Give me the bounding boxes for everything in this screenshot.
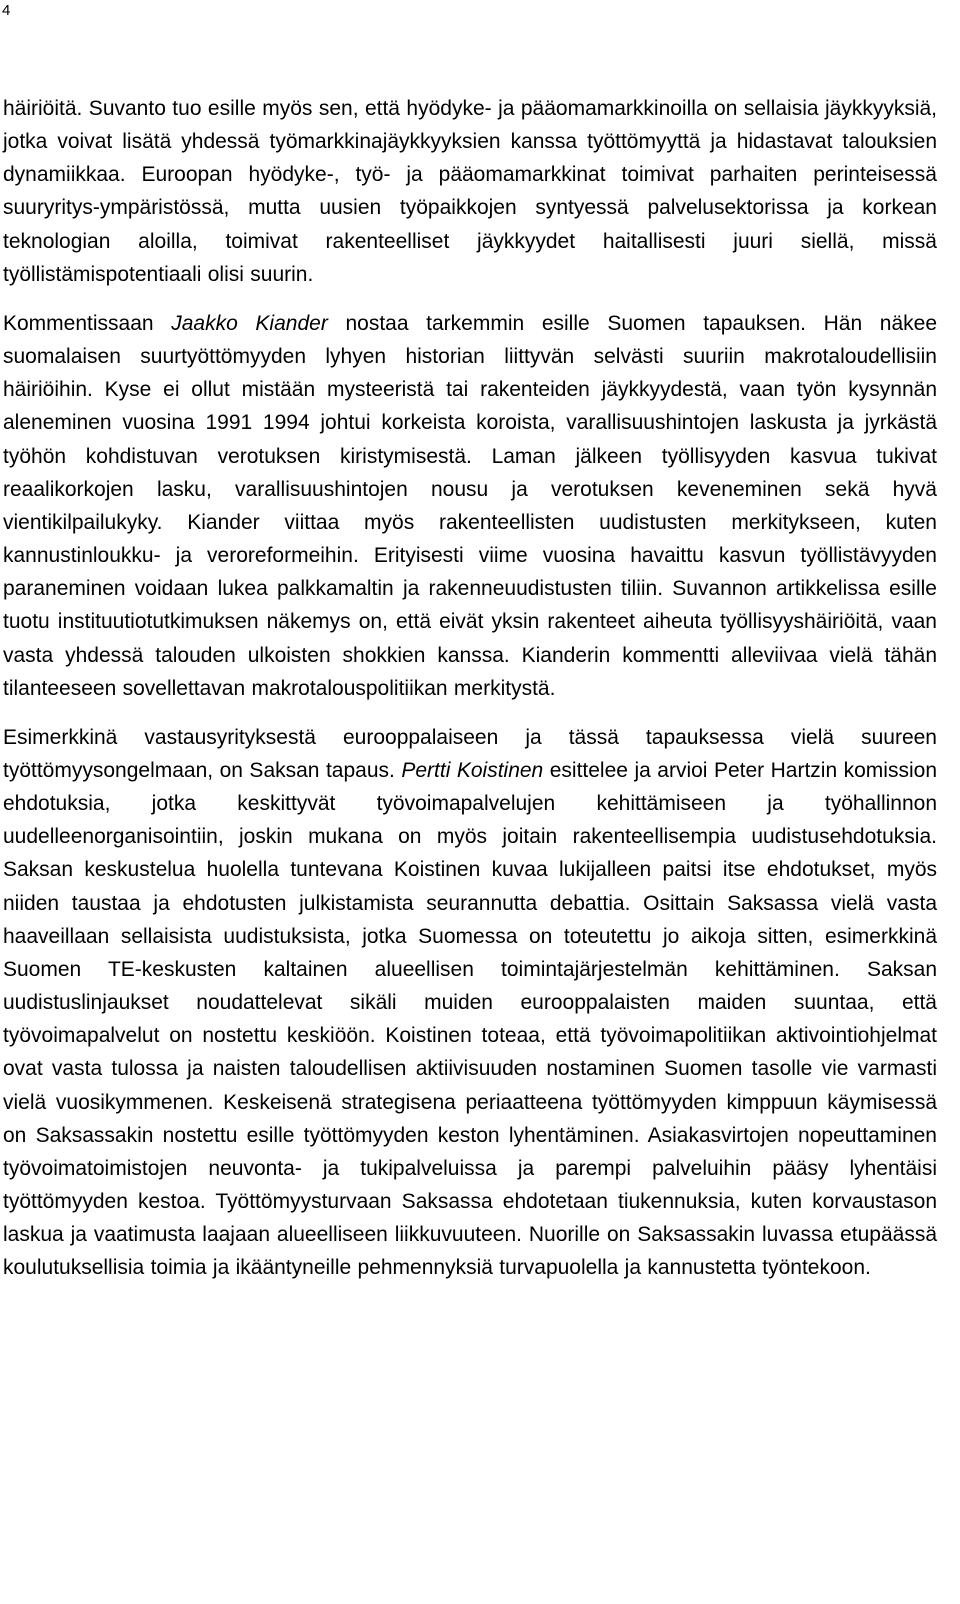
paragraph — [3, 307, 937, 705]
author-name: Pertti Koistinen — [401, 758, 544, 782]
text-run: Kommentissaan — [3, 311, 172, 335]
paragraph — [3, 721, 937, 1285]
text-run: häiriöitä. Suvanto tuo esille myös sen, että hyödyke- ja pääomamarkkinoilla on sellaisia jäykkyyksiä, jotka voivat lisätä yhdessä työmarkkinajäykkyyksien kanssa työttömyyttä ja hidastavat talouksien dynamiikkaa. Euroopan hyödyke-, työ- ja pääomamarkkinat toimivat parhaiten perinteisessä suuryritys-ympäristössä, mutta uusien työpaikkojen syntyessä palvelusektorissa ja korkean teknologian aloilla, toimivat rakenteelliset jäykkyydet haitallisesti juuri siellä, missä työllistämispotentiaali olisi suurin. — [3, 97, 937, 286]
page-number: 4 — [2, 2, 11, 19]
text-run: Esimerkkinä vastausyrityksestä eurooppalaiseen ja tässä tapauksessa vielä suureen työttömyysongelmaan, on Saksan tapaus. — [3, 725, 937, 782]
text-run: esittelee ja arvioi Peter Hartzin komission ehdotuksia, jotka keskittyvät työvoimapalvelujen kehittämiseen ja työhallinnon uudelleenorganisointiin, joskin mukana on myös joitain rakenteellisempia uudistusehdotuksia. Saksan keskustelua huolella tuntevana Koistinen kuvaa lukijalleen paitsi itse ehdotukset, myös niiden taustaa ja ehdotusten julkistamista seurannutta debattia. Osittain Saksassa vielä vasta haaveillaan sellaisista uudistuksista, jotka Suomessa on toteutettu jo aikoja sitten, esimerkkinä Suomen TE-keskusten kaltainen alueellisen toimintajärjestelmän kehittäminen. Saksan uudistuslinjaukset noudattelevat sikäli muiden eurooppalaisten maiden suuntaa, että työvoimapalvelut on nostettu keskiöön. Koistinen toteaa, että työvoimapolitiikan aktivointiohjelmat ovat vasta tulossa ja naisten taloudellisen aktiivisuuden nostaminen Suomen tasolle vie varmasti vielä vuosikymmenen. Keskeisenä strategisena periaatteena työttömyyden kimppuun käymisessä on Saksassakin nostettu esille työttömyyden keston lyhentäminen. Asiakasvirtojen nopeuttaminen työvoimatoimistojen neuvonta- ja tukipalveluissa ja parempi palveluihin pääsy lyhentäisi työttömyyden kestoa. Työttömyysturvaan Saksassa ehdotetaan tiukennuksia, kuten korvaustason laskua ja vaatimusta laajaan alueelliseen liikkuvuuteen. Nuorille on Saksassakin luvassa etupäässä koulutuksellisia toimia ja ikääntyneille pehmennyksiä turvapuolella ja kannustetta työntekoon. — [3, 758, 937, 1280]
paragraph — [3, 92, 937, 291]
document-body — [3, 92, 937, 1284]
text-run: nostaa tarkemmin esille Suomen tapauksen. Hän näkee suomalaisen suurtyöttömyyden lyhyen historian liittyvän selvästi suuriin makrotaloudellisiin häiriöihin. Kyse ei ollut mistään mysteeristä tai rakenteiden jäykkyydestä, vaan työn kysynnän aleneminen vuosina 1991 1994 johtui korkeista koroista, varallisuushintojen laskusta ja jyrkästä työhön kohdistuvan verotuksen kiristymisestä. Laman jälkeen työllisyyden kasvua tukivat reaalikorkojen lasku, varallisuushintojen nousu ja verotuksen keveneminen sekä hyvä vientikilpailukyky. Kiander viittaa myös rakenteellisten uudistusten merkitykseen, kuten kannustinloukku- ja veroreformeihin. Erityisesti viime vuosina havaittu kasvun työllistävyyden paraneminen voidaan lukea palkkamaltin ja rakenneuudistusten tiliin. Suvannon artikkelissa esille tuotu instituutiotutkimuksen näkemys on, että eivät yksin rakenteet aiheuta työllisyyshäiriöitä, vaan vasta yhdessä talouden ulkoisten shokkien kanssa. Kianderin kommentti alleviivaa vielä tähän tilanteeseen sovellettavan makrotalouspolitiikan merkitystä. — [3, 311, 938, 700]
author-name: Jaakko Kiander — [171, 311, 328, 335]
